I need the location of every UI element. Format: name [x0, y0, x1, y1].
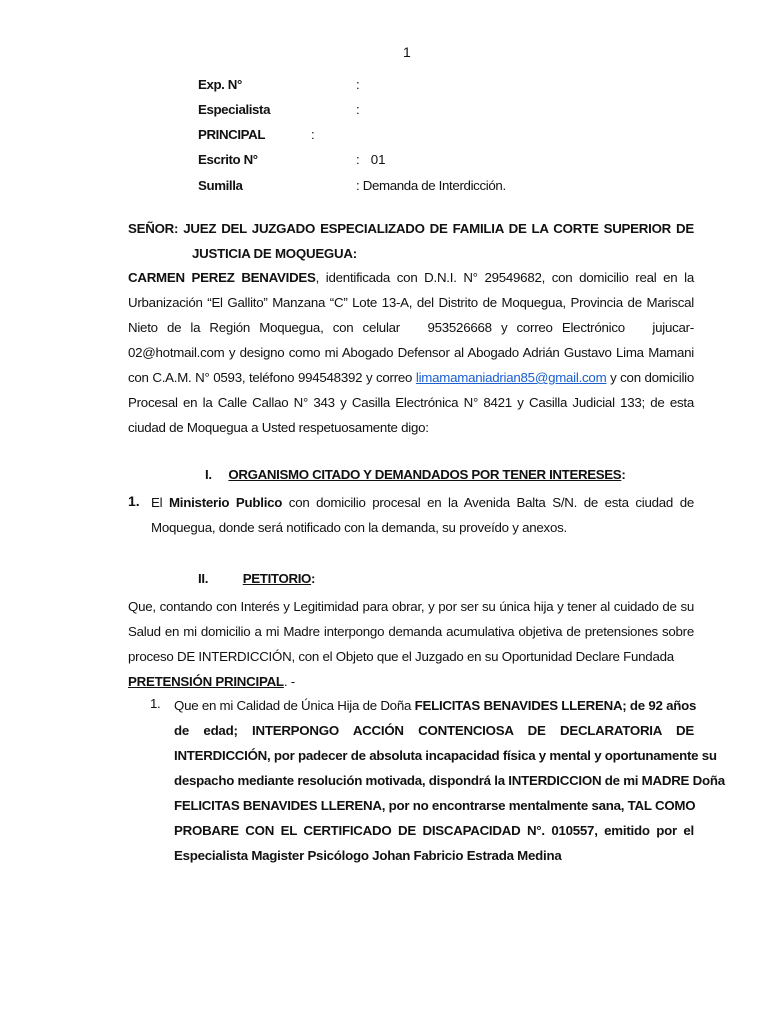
intro-line-6: Procesal en la Calle Callao N° 343 y Casilla Electrónica N° 8421 y Casilla Judicial 133; de esta [128, 395, 694, 410]
addressee-line-1: SEÑOR: JUEZ DEL JUZGADO ESPECIALIZADO DE FAMILIA DE LA CORTE SUPERIOR DE [128, 221, 694, 236]
petitorio-item-line-6: PROBARE CON EL CERTIFICADO DE DISCAPACIDAD N°. 010557, emitido por el [174, 823, 694, 838]
section-2-numeral: II. [198, 571, 209, 586]
intro-line-3: Nieto de la Región Moquegua, con celular 953526668 y correo Electrónico jujucar- [128, 320, 694, 335]
section-1-item-number: 1. [128, 493, 140, 509]
section-1-heading [205, 467, 625, 482]
plaintiff-name: CARMEN PEREZ BENAVIDES [128, 270, 316, 285]
addressee [128, 216, 694, 266]
section-1-title: ORGANISMO CITADO Y DEMANDADOS POR TENER INTERESES [228, 467, 622, 482]
pretension-line [128, 669, 694, 694]
petitorio-line-1: Que, contando con Interés y Legitimidad para obrar, y por ser su única hija y tener al cuidado de su [128, 599, 694, 614]
page-number: 1 [403, 44, 411, 60]
petitorio-line-3: proceso DE INTERDICCIÓN, con el Objeto que el Juzgado en su Oportunidad Declare Fundada [128, 649, 674, 664]
sumilla-label: Sumilla [198, 178, 243, 193]
petitorio-line-2: Salud en mi domicilio a mi Madre interpongo demanda acumulativa objetiva de pretensiones sobre [128, 624, 694, 639]
escrito-label: Escrito N° [198, 152, 258, 167]
intro-line-4: 02@hotmail.com y designo como mi Abogado Defensor al Abogado Adrián Gustavo Lima Mamani [128, 345, 694, 360]
intro-line-5-pre: con C.A.M. N° 0593, teléfono 994548392 y correo [128, 370, 416, 385]
section-1-item-line-2: Moquegua, donde será notificado con la demanda, su proveído y anexos. [151, 520, 567, 535]
petitorio-item [174, 693, 725, 868]
principal-label: PRINCIPAL [198, 127, 266, 142]
section-1-item-pre: El [151, 495, 169, 510]
petitorio-item-line-3: INTERDICCIÓN, por padecer de absoluta incapacidad física y mental y oportunamente su [174, 748, 717, 763]
section-1-item-line-1 [151, 490, 694, 515]
exp-label: Exp. N° [198, 77, 242, 92]
principal-value: : [311, 127, 315, 142]
petitorio-item-line-1 [174, 693, 697, 718]
intro-line-7: ciudad de Moquegua a Usted respetuosamente digo: [128, 420, 429, 435]
section-1-numeral: I. [205, 467, 212, 482]
petitorio-item-line-7: Especialista Magister Psicólogo Johan Fabricio Estrada Medina [174, 848, 562, 863]
especialista-value: : [356, 102, 360, 117]
petitorio-item-line-4: despacho mediante resolución motivada, dispondrá la INTERDICCION de mi MADRE Doña [174, 773, 725, 788]
intro-line-2: Urbanización “El Gallito” Manzana “C” Lote 13-A, del Distrito de Moquegua, Provincia de Mariscal [128, 295, 694, 310]
escrito-value: : 01 [356, 152, 386, 167]
pretension-principal-label: PRETENSIÓN PRINCIPAL [128, 674, 284, 689]
petitorio-item-line-2: de edad; INTERPONGO ACCIÓN CONTENCIOSA DE DECLARATORIA DE [174, 723, 694, 738]
petitorio-item-line-5: FELICITAS BENAVIDES LLERENA, por no encontrarse mentalmente sana, TAL COMO [174, 798, 696, 813]
petitorio-paragraph [128, 594, 694, 694]
section-1-colon: : [621, 467, 626, 482]
section-1-item-rest: con domicilio procesal en la Avenida Balta S/N. de esta ciudad de [282, 495, 694, 510]
section-2-title: PETITORIO [242, 571, 312, 586]
section-1-item [151, 490, 694, 540]
intro-paragraph [128, 265, 694, 440]
intro-line-1 [128, 265, 694, 290]
lawyer-email-link[interactable]: limamamaniadrian85@gmail.com [415, 370, 607, 385]
petitorio-item-number: 1. [150, 696, 161, 711]
ministerio-publico: Ministerio Publico [168, 495, 283, 510]
pretension-suffix: . - [283, 674, 295, 689]
section-2-colon: : [311, 571, 316, 586]
especialista-label: Especialista [198, 102, 271, 117]
petitorio-item-line-1-pre: Que en mi Calidad de Única Hija de Doña [174, 698, 415, 713]
sumilla-value: : Demanda de Interdicción. [356, 178, 506, 193]
exp-value: : [356, 77, 360, 92]
intro-line-5 [128, 365, 694, 390]
intro-line-1-text: , identificada con D.N.I. N° 29549682, con domicilio real en la [315, 270, 694, 285]
addressee-line-2: JUSTICIA DE MOQUEGUA: [192, 246, 357, 261]
section-2-heading [198, 571, 315, 586]
petitorio-item-line-1-bold: FELICITAS BENAVIDES LLERENA; de 92 años [414, 698, 697, 713]
intro-line-5-post: y con domicilio [606, 370, 694, 385]
